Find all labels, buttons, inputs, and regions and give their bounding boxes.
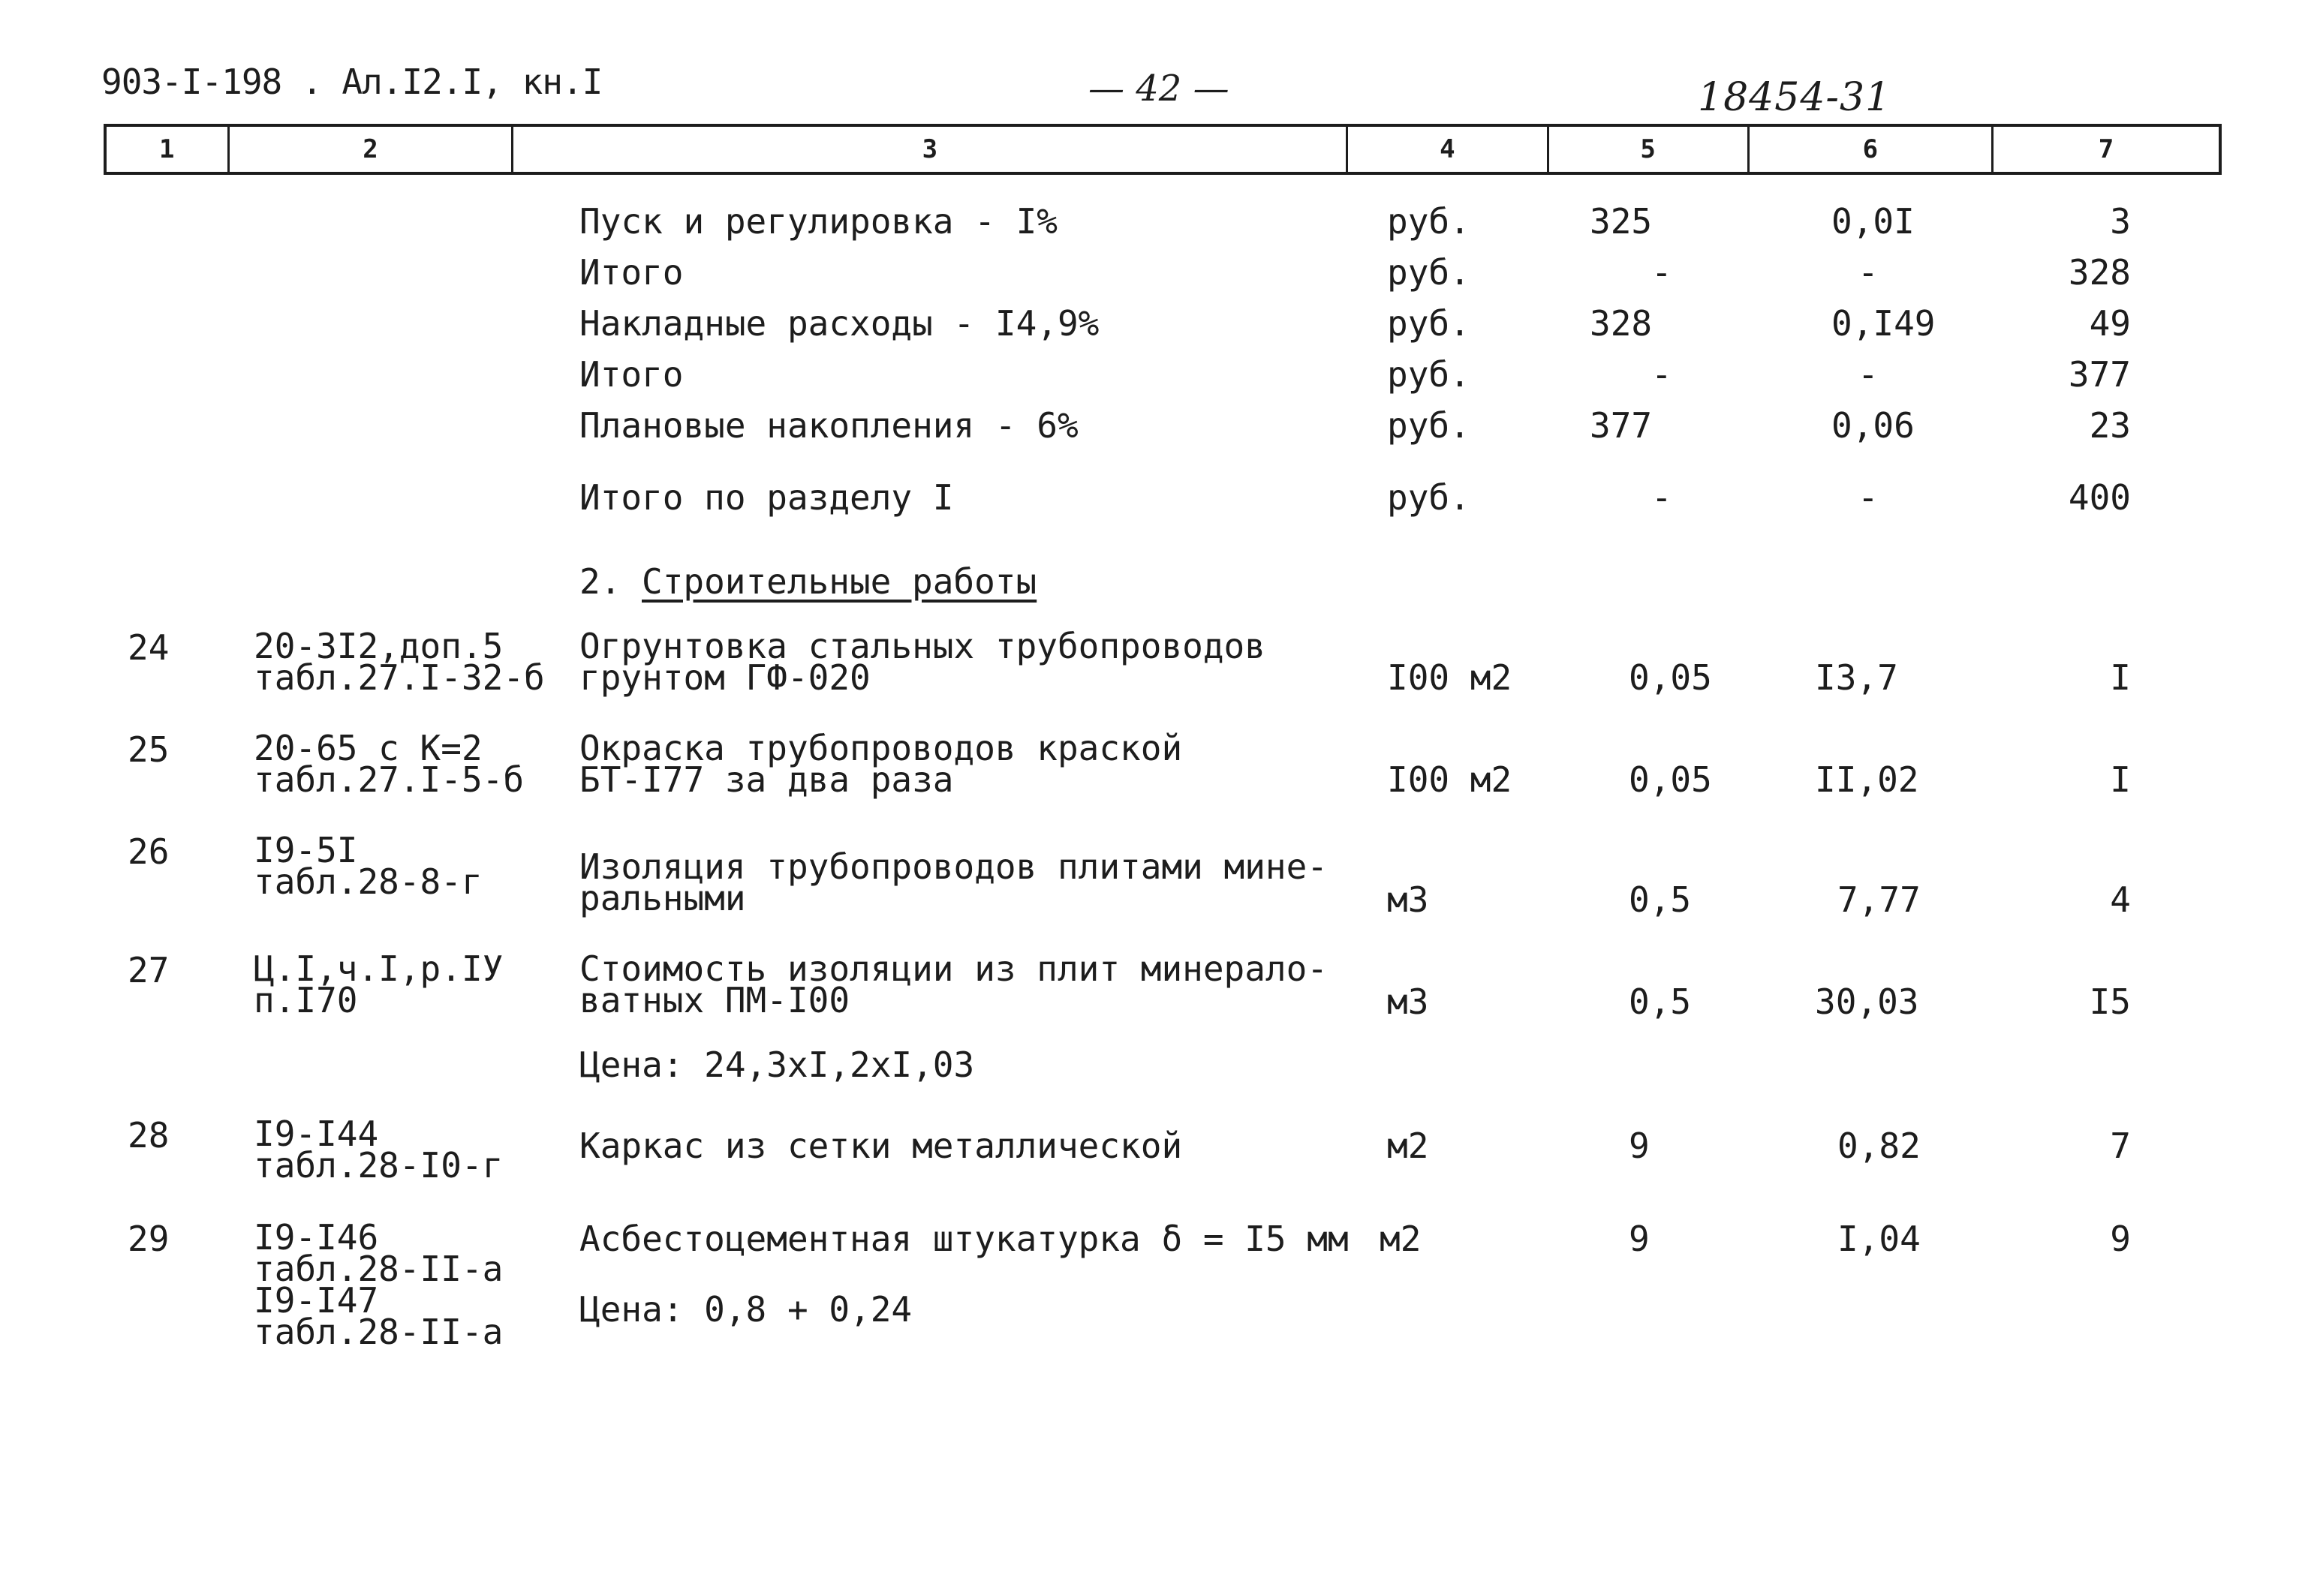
summary-name: Накладные расходы - I4,9%	[579, 303, 1100, 344]
item-total: I5	[2089, 981, 2131, 1022]
item-code-line: 20-3I2,доп.5	[254, 626, 504, 666]
item-code-line: табл.28-I0-г	[254, 1145, 504, 1186]
summary-price: 0,I49	[1831, 303, 1936, 344]
item-description	[579, 846, 1328, 918]
item-code-line: I9-I47	[254, 1280, 379, 1321]
item-code	[254, 1114, 504, 1186]
item-code	[254, 948, 504, 1020]
summary-total: 328	[2068, 252, 2131, 293]
item-qty: 0,05	[1629, 657, 1712, 698]
item-description-line: Окраска трубопроводов краской	[579, 728, 1183, 768]
item-code-line: Ц.I,ч.I,р.IУ	[254, 948, 504, 989]
item-price-note: Цена: 24,3хI,2хI,03	[579, 1044, 975, 1085]
item-code-line: 20-65 с К=2	[254, 728, 483, 768]
item-code	[254, 1217, 504, 1352]
summary-qty: -	[1651, 477, 1672, 518]
item-description	[579, 626, 1265, 698]
item-number: 25	[128, 729, 170, 770]
item-description-line: Огрунтовка стальных трубопроводов	[579, 626, 1265, 666]
column-number: 1	[107, 127, 230, 172]
item-description: Асбестоцементная штукатурка δ = I5 мм	[579, 1219, 1349, 1259]
item-description: Каркас из сетки металлической	[579, 1126, 1183, 1166]
item-code	[254, 830, 483, 902]
item-price: 30,03	[1815, 981, 1919, 1022]
item-code-line: п.I70	[254, 980, 358, 1020]
item-code-line: I9-5I	[254, 830, 358, 870]
item-code-line: табл.27.I-5-б	[254, 759, 525, 800]
column-number: 5	[1549, 127, 1750, 172]
summary-price: -	[1858, 354, 1879, 395]
section-number: 2.	[579, 561, 621, 602]
item-total: I	[2110, 759, 2131, 800]
item-number: 29	[128, 1219, 170, 1259]
item-description-line: Изоляция трубопроводов плитами мине-	[579, 846, 1328, 887]
item-code-line: табл.27.I-32-б	[254, 657, 545, 698]
summary-name: Итого	[579, 252, 684, 293]
item-unit: I00 м2	[1387, 759, 1512, 800]
item-description-line: ватных ПМ-I00	[579, 980, 850, 1020]
inventory-number: 18454-31	[1698, 75, 1891, 120]
summary-qty: 325	[1590, 201, 1653, 242]
item-code-line: I9-I44	[254, 1114, 379, 1154]
summary-unit: руб.	[1387, 354, 1470, 395]
summary-qty: 328	[1590, 303, 1653, 344]
item-price-note: Цена: 0,8 + 0,24	[579, 1289, 913, 1330]
summary-qty: 377	[1590, 405, 1653, 446]
summary-total: 3	[2110, 201, 2131, 242]
summary-price: 0,0I	[1831, 201, 1915, 242]
summary-total: 49	[2089, 303, 2131, 344]
summary-name: Пуск и регулировка - I%	[579, 201, 1058, 242]
item-number: 24	[128, 627, 170, 668]
item-number: 26	[128, 831, 170, 872]
summary-total: 400	[2068, 477, 2131, 518]
item-qty: 0,05	[1629, 759, 1712, 800]
item-unit: I00 м2	[1387, 657, 1512, 698]
item-number: 27	[128, 950, 170, 990]
section-title: Строительные работы	[642, 561, 1037, 602]
summary-unit: руб.	[1387, 405, 1470, 446]
item-description-line: Стоимость изоляции из плит минерало-	[579, 948, 1328, 989]
summary-name: Итого	[579, 354, 684, 395]
column-number: 3	[513, 127, 1348, 172]
summary-price: -	[1858, 477, 1879, 518]
summary-qty: -	[1651, 354, 1672, 395]
item-price: I,04	[1837, 1219, 1921, 1259]
item-description-line: БТ-I77 за два раза	[579, 759, 954, 800]
summary-unit: руб.	[1387, 252, 1470, 293]
item-code	[254, 626, 545, 698]
item-qty: 0,5	[1629, 879, 1692, 920]
item-unit: м3	[1387, 981, 1429, 1022]
item-code	[254, 728, 525, 800]
item-qty: 9	[1629, 1219, 1650, 1259]
column-number: 2	[230, 127, 514, 172]
item-qty: 0,5	[1629, 981, 1692, 1022]
item-unit: м2	[1380, 1219, 1422, 1259]
item-code-line: I9-I46	[254, 1217, 379, 1258]
item-qty: 9	[1629, 1126, 1650, 1166]
item-description-line: ральными	[579, 878, 746, 918]
document-code: 903-I-198 . Ал.I2.I, кн.I	[101, 62, 603, 102]
item-unit: м3	[1387, 879, 1429, 920]
item-code-line: табл.28-8-г	[254, 861, 483, 902]
summary-price: 0,06	[1831, 405, 1915, 446]
item-number: 28	[128, 1115, 170, 1156]
item-total: 9	[2110, 1219, 2131, 1259]
summary-unit: руб.	[1387, 477, 1470, 518]
item-price: 0,82	[1837, 1126, 1921, 1166]
summary-unit: руб.	[1387, 303, 1470, 344]
summary-name: Итого по разделу I	[579, 477, 954, 518]
item-price: II,02	[1815, 759, 1919, 800]
column-number: 4	[1348, 127, 1548, 172]
item-code-line: табл.28-II-а	[254, 1249, 504, 1289]
item-price: 7,77	[1837, 879, 1921, 920]
column-number: 7	[2098, 134, 2114, 164]
item-description	[579, 948, 1328, 1020]
item-code-line: табл.28-II-а	[254, 1312, 504, 1352]
column-number-row	[104, 124, 2222, 175]
item-description-line: грунтом ГФ-020	[579, 657, 871, 698]
summary-total: 23	[2089, 405, 2131, 446]
item-total: I	[2110, 657, 2131, 698]
item-total: 4	[2110, 879, 2131, 920]
summary-name: Плановые накопления - 6%	[579, 405, 1079, 446]
summary-unit: руб.	[1387, 201, 1470, 242]
item-price: I3,7	[1815, 657, 1898, 698]
item-unit: м2	[1387, 1126, 1429, 1166]
item-total: 7	[2110, 1126, 2131, 1166]
column-number: 6	[1750, 127, 1994, 172]
summary-total: 377	[2068, 354, 2131, 395]
item-description	[579, 728, 1183, 800]
summary-price: -	[1858, 252, 1879, 293]
page-number: — 42 —	[1088, 68, 1229, 110]
summary-qty: -	[1651, 252, 1672, 293]
